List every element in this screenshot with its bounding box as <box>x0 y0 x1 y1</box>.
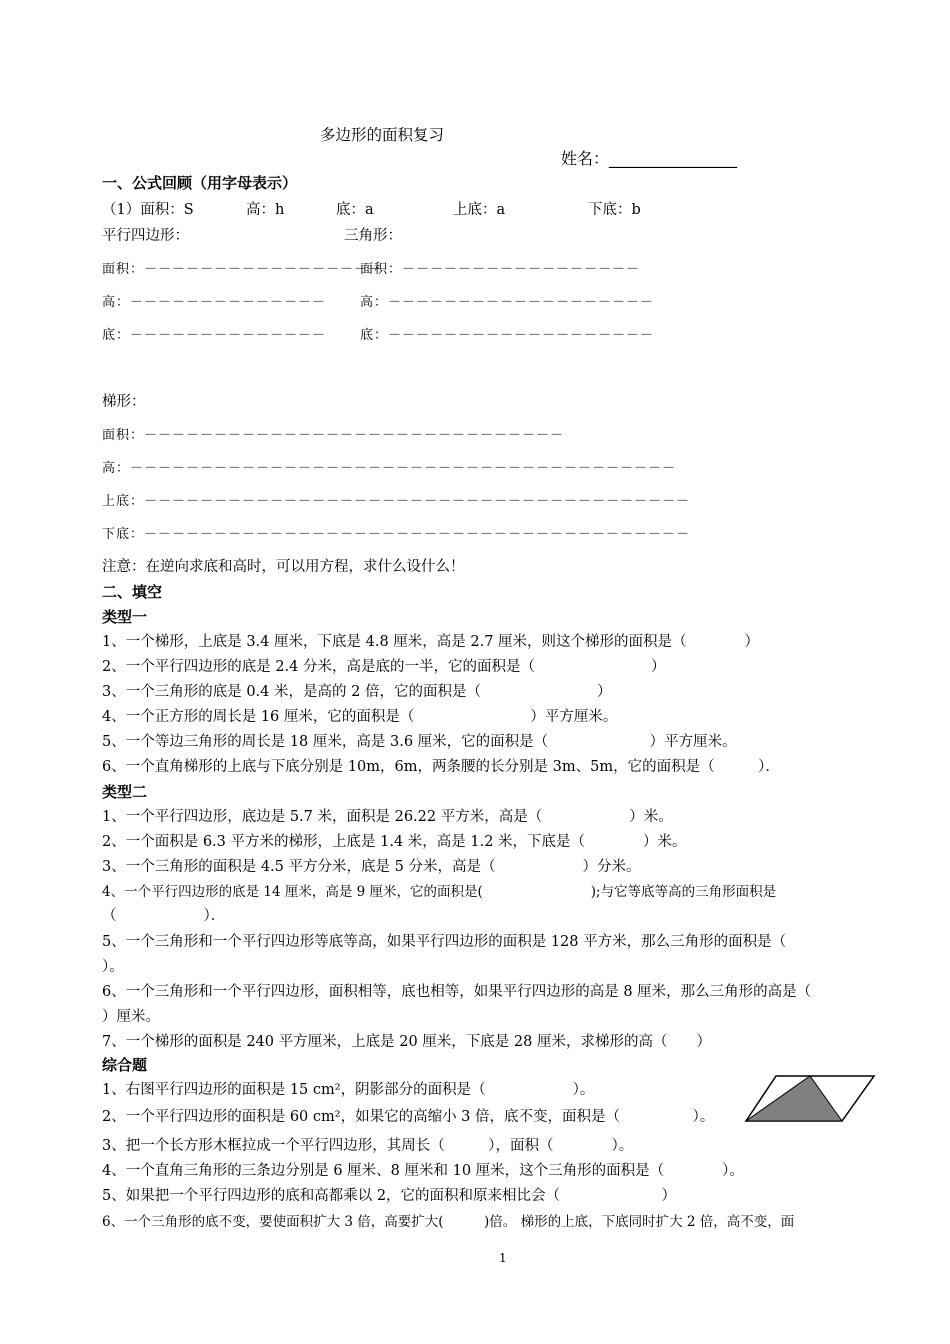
triangle-base-line: 底：－－－－－－－－－－－－－－－－－－－ <box>360 328 655 343</box>
type1-item: 5、一个等边三角形的周长是 18 厘米，高是 3.6 厘米，它的面积是（ ）平方厘米。 <box>102 734 737 750</box>
parallelogram-label: 平行四边形： <box>102 228 189 244</box>
type2-item: 2、一个面积是 6.3 平方米的梯形，上底是 1.4 米，高是 1.2 米，下底是（ ）米。 <box>102 834 687 850</box>
var-height: 高：h <box>246 202 285 218</box>
comprehensive-item: 1、右图平行四边形的面积是 15 cm²，阴影部分的面积是（ ）。 <box>102 1082 595 1098</box>
name-field: 姓名：________________ <box>561 149 738 168</box>
comprehensive-heading: 综合题 <box>102 1056 148 1074</box>
type1-item: 3、一个三角形的底是 0.4 米，是高的 2 倍，它的面积是（ ） <box>102 684 612 700</box>
parallelogram-area-line: 面积：－－－－－－－－－－－－－－－－－ <box>102 262 383 277</box>
page-title: 多边形的面积复习 <box>320 126 445 144</box>
type1-item: 4、一个正方形的周长是 16 厘米，它的面积是（ ）平方厘米。 <box>102 709 618 725</box>
var-top: 上底：a <box>453 202 506 218</box>
var-base: 底：a <box>336 202 374 218</box>
trapezoid-area-line: 面积：－－－－－－－－－－－－－－－－－－－－－－－－－－－－－－ <box>102 428 565 443</box>
triangle-height-line: 高：－－－－－－－－－－－－－－－－－－－ <box>360 295 655 310</box>
var-bottom: 下底：b <box>588 202 641 218</box>
note: 注意：在逆向求底和高时，可以用方程，求什么设什么！ <box>102 559 465 575</box>
comprehensive-item: 3、把一个长方形木框拉成一个平行四边形，其周长（ ），面积（ ）。 <box>102 1138 634 1154</box>
type2-item: 7、一个梯形的面积是 240 平方厘米，上底是 20 厘米，下底是 28 厘米，求梯形的高（ ） <box>102 1034 711 1050</box>
type2-item: 4、一个平行四边形的底是 14 厘米，高是 9 厘米，它的面积是( );与它等底等高的三角形面积是 <box>102 884 777 900</box>
triangle-label: 三角形： <box>344 228 402 244</box>
type1-item: 1、一个梯形，上底是 3.4 厘米，下底是 4.8 厘米，高是 2.7 厘米，则这个梯形的面积是（ ） <box>102 634 760 650</box>
type2-item: （ ）． <box>102 908 226 924</box>
parallelogram-base-line: 底：－－－－－－－－－－－－－－ <box>102 328 327 343</box>
type1-item: 2、一个平行四边形的底是 2.4 分米，高是底的一半，它的面积是（ ） <box>102 659 666 675</box>
trapezoid-label: 梯形： <box>102 394 146 410</box>
trapezoid-bottom-line: 下底：－－－－－－－－－－－－－－－－－－－－－－－－－－－－－－－－－－－－－－－ <box>102 527 691 542</box>
type2-item: 1、一个平行四边形，底边是 5.7 米，面积是 26.22 平方米，高是（ ）米。 <box>102 809 673 825</box>
type2-item: 3、一个三角形的面积是 4.5 平方分米，底是 5 分米，高是（ ）分米。 <box>102 859 641 875</box>
trapezoid-top-line: 上底：－－－－－－－－－－－－－－－－－－－－－－－－－－－－－－－－－－－－－－－ <box>102 494 691 509</box>
triangle-area-line: 面积：－－－－－－－－－－－－－－－－－ <box>360 262 641 277</box>
type2-item: ）。 <box>102 959 124 975</box>
comprehensive-item: 5、如果把一个平行四边形的底和高都乘以 2，它的面积和原来相比会（ ） <box>102 1188 677 1204</box>
comprehensive-item: 6、一个三角形的底不变，要使面积扩大 3 倍，高要扩大( )倍。 梯形的上底，下底同时扩大 2 倍，高不变，面 <box>102 1214 795 1230</box>
trapezoid-height-line: 高：－－－－－－－－－－－－－－－－－－－－－－－－－－－－－－－－－－－－－－－ <box>102 461 677 476</box>
comprehensive-item: 2、一个平行四边形的面积是 60 cm²，如果它的高缩小 3 倍，底不变，面积是（ ）。 <box>102 1109 715 1125</box>
parallelogram-figure <box>744 1074 876 1124</box>
comprehensive-item: 4、一个直角三角形的三条边分别是 6 厘米、8 厘米和 10 厘米，这个三角形的面积是（ ）。 <box>102 1163 744 1179</box>
var-area: （1）面积：S <box>102 202 194 218</box>
type2-heading: 类型二 <box>102 783 148 801</box>
type2-item: 5、一个三角形和一个平行四边形等底等高，如果平行四边形的面积是 128 平方米，那么三角形的面积是（ <box>102 934 787 950</box>
type1-heading: 类型一 <box>102 608 148 626</box>
page-number: 1 <box>499 1251 507 1265</box>
section2-heading: 二、填空 <box>102 583 163 601</box>
type2-item: 6、一个三角形和一个平行四边形，面积相等，底也相等，如果平行四边形的高是 8 厘米，那么三角形的高是（ <box>102 984 812 1000</box>
parallelogram-height-line: 高：－－－－－－－－－－－－－－ <box>102 295 327 310</box>
type2-item: ）厘米。 <box>102 1009 160 1025</box>
type1-item: 6、一个直角梯形的上底与下底分别是 10m，6m，两条腰的长分别是 3m、5m，它的面积是（ ）． <box>102 759 780 775</box>
section1-heading: 一、公式回顾（用字母表示） <box>102 174 298 192</box>
